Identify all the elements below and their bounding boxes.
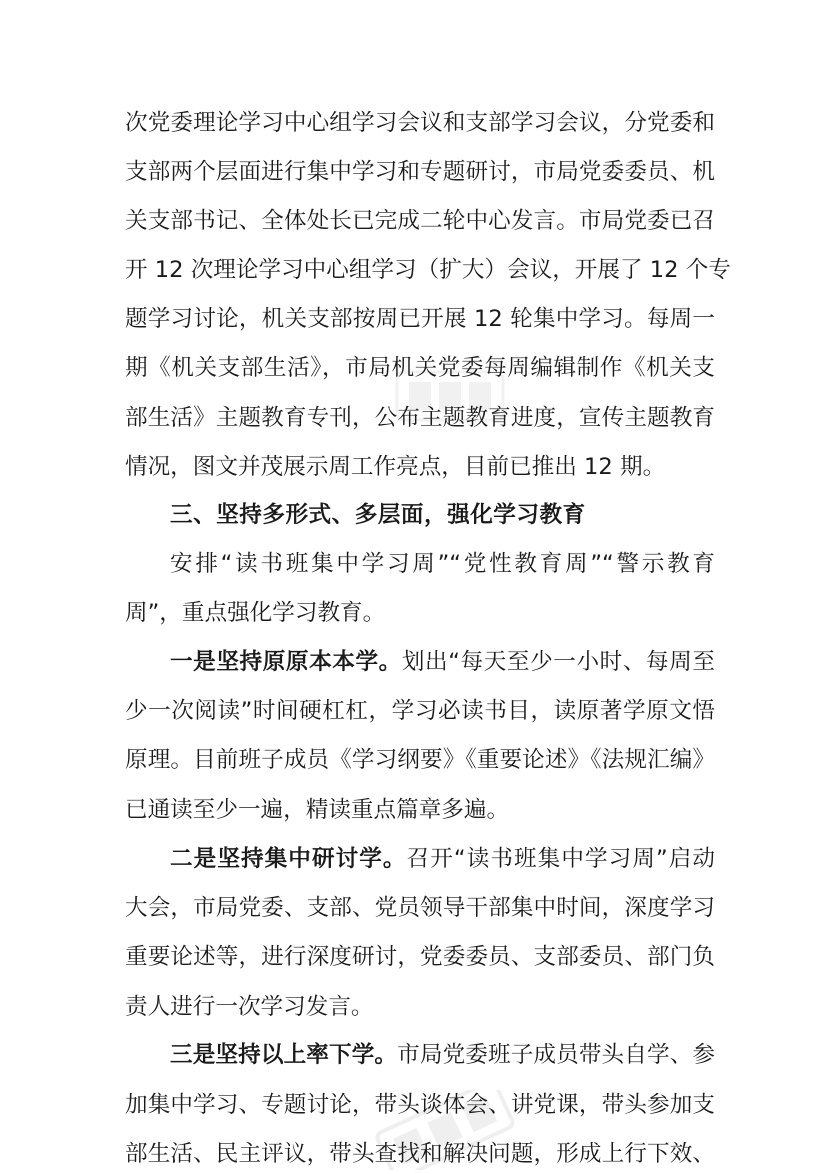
paragraph-line: 少一次阅读”时间硬杠杠，学习必读书目，读原著学原文悟: [125, 698, 715, 724]
paragraph-line: 部生活、民主评议，带头查找和解决问题，形成上行下效、: [125, 1141, 715, 1167]
paragraph-line: 原理。目前班子成员《学习纲要》《重要论述》《法规汇编》: [125, 747, 715, 773]
paragraph-line: 已通读至少一遍，精读重点篇章多遍。: [125, 797, 510, 823]
paragraph-line: 次党委理论学习中心组学习会议和支部学习会议，分党委和: [125, 110, 715, 136]
paragraph-line: 安排“读书班集中学习周”“党性教育周”“警示教育: [170, 551, 715, 577]
point-two-first-line: [170, 844, 715, 874]
point-one-text: 划出“每天至少一小时、每周至: [401, 649, 715, 675]
paragraph-line: 开 12 次理论学习中心组学习（扩大）会议，开展了 12 个专: [125, 257, 731, 283]
paragraph-line: 责人进行一次学习发言。: [125, 994, 374, 1020]
point-three-text: 市局党委班子成员带头自学、参: [397, 1042, 716, 1068]
paragraph-line: 题学习讨论，机关支部按周已开展 12 轮集中学习。每周一: [125, 306, 715, 332]
paragraph-line: 加集中学习、专题讨论，带头谈体会、讲党课，带头参加支: [125, 1092, 715, 1118]
paragraph-line: 期《机关支部生活》，市局机关党委每周编辑制作《机关支: [125, 355, 715, 381]
paragraph-line: 周”，重点强化学习教育。: [125, 600, 386, 626]
paragraph-line: 大会，市局党委、支部、党员领导干部集中时间，深度学习: [125, 895, 715, 921]
paragraph-line: 关支部书记、全体处长已完成二轮中心发言。市局党委已召: [125, 208, 715, 234]
point-two-text: 召开“读书班集中学习周”启动: [406, 846, 716, 872]
paragraph-line: 情况，图文并茂展示周工作亮点，目前已推出 12 期。: [125, 454, 666, 480]
point-three-lead: 三是坚持以上率下学。: [170, 1042, 398, 1068]
point-three-first-line: [170, 1040, 715, 1070]
section-heading: 三、坚持多形式、多层面，强化学习教育: [170, 502, 586, 528]
paragraph-line: 重要论述等，进行深度研讨，党委委员、支部委员、部门负: [125, 944, 715, 970]
paragraph-line: 支部两个层面进行集中学习和专题研讨，市局党委委员、机: [125, 159, 715, 185]
paragraph-line: 部生活》主题教育专刊，公布主题教育进度，宣传主题教育: [125, 405, 715, 431]
point-two-lead: 二是坚持集中研讨学。: [170, 846, 407, 872]
point-one-first-line: [170, 647, 715, 677]
point-one-lead: 一是坚持原原本本学。: [170, 649, 402, 675]
